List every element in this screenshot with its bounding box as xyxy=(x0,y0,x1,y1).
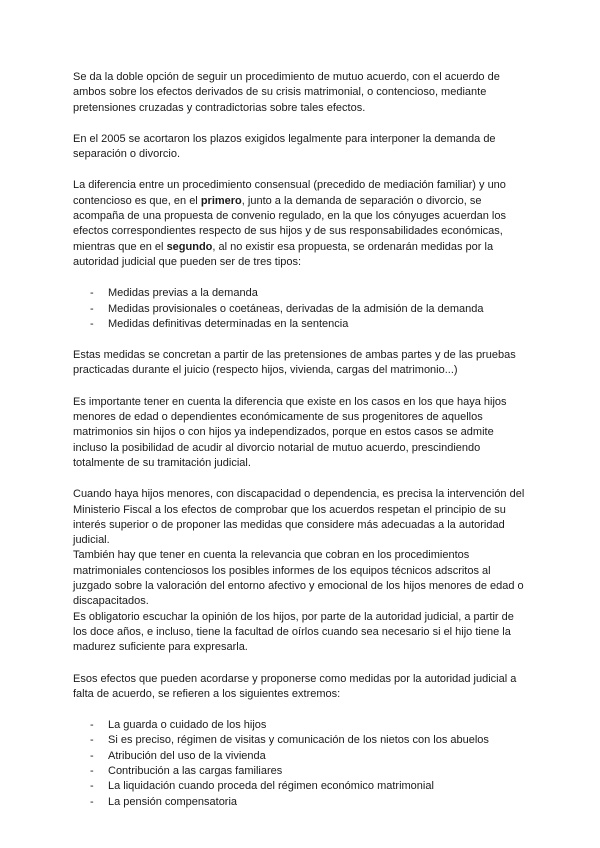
list-item xyxy=(73,764,529,779)
text-segment: La diferencia entre un procedimiento consensual (precedido de mediación familiar) y uno contencioso es que, en el xyxy=(73,179,506,207)
list-item xyxy=(73,317,529,332)
list-item-text: La pensión compensatoria xyxy=(108,795,238,808)
list-item-text: La guarda o cuidado de los hijos xyxy=(108,719,267,732)
list-marker: - xyxy=(90,719,94,732)
measures-list xyxy=(73,286,529,332)
list-marker: - xyxy=(90,734,94,747)
list-item-text: Medidas previas a la demanda xyxy=(108,287,258,300)
extremes-list xyxy=(73,718,529,810)
paragraph-technical-reports: También hay que tener en cuenta la relevancia que cobran en los procedimientos matrimoniales contenciosos los posibles informes de los equipos técnicos adscritos al juzgado sobre la valoración del entorno afectivo y emocional de los hijos menores de edad o discapacitados. xyxy=(73,549,524,608)
list-item xyxy=(73,286,529,301)
list-item-text: Medidas definitivas determinadas en la sentencia xyxy=(108,317,349,330)
paragraph-measures-basis: Estas medidas se concretan a partir de las pretensiones de ambas partes y de las pruebas practicadas durante el juicio (respecto hijos, vivienda, cargas del matrimonio...) xyxy=(73,349,516,377)
bold-term-primero: primero xyxy=(200,194,242,207)
list-marker: - xyxy=(90,317,94,330)
list-marker: - xyxy=(90,795,94,808)
paragraph-procedure-options: Se da la doble opción de seguir un procedimiento de mutuo acuerdo, con el acuerdo de ambos sobre los efectos derivados de su crisis matrimonial, o contencioso, mediante pretensiones cruzadas y contradictorias sobre tales efectos. xyxy=(73,71,500,114)
bold-term-segundo: segundo xyxy=(166,240,213,253)
list-item xyxy=(73,302,529,317)
paragraph-children-difference: Es importante tener en cuenta la diferencia que existe en los casos en los que haya hijos menores de edad o dependientes económicamente de sus progenitores de aquellos matrimonios sin hijos o con hijos ya independizados, porque en estos casos se admite incluso la posibilidad de acudir al divorcio notarial de mutuo acuerdo, prescindiendo totalmente de su tramitación judicial. xyxy=(73,395,507,469)
list-marker: - xyxy=(90,764,94,777)
list-marker: - xyxy=(90,749,94,762)
list-marker: - xyxy=(90,780,94,793)
document-body xyxy=(73,70,529,826)
list-item xyxy=(73,749,529,764)
list-item-text: Atribución del uso de la vivienda xyxy=(108,749,266,762)
paragraph-consensual-vs-contentious xyxy=(73,178,529,270)
list-item xyxy=(73,718,529,733)
paragraph-2005-reform: En el 2005 se acortaron los plazos exigidos legalmente para interponer la demanda de separación o divorcio. xyxy=(73,132,496,161)
paragraph-hearing-children: Es obligatorio escuchar la opinión de los hijos, por parte de la autoridad judicial, a partir de los doce años, e incluso, tiene la facultad de oírlos cuando sea necesario si el hijo tiene la madurez suficiente para expresarla. xyxy=(73,610,514,654)
text-segment: , junto a la demanda de separación o divorcio, se acompaña de una propuesta de convenio regulado, en la que los cónyuges acuerdan los efectos correspondientes respecto de sus hijos y de sus responsabilidades económicas, mientras que en el xyxy=(73,194,506,253)
list-item-text: Medidas provisionales o coetáneas, derivadas de la admisión de la demanda xyxy=(108,302,484,315)
paragraph-effects-intro: Esos efectos que pueden acordarse y proponerse como medidas por la autoridad judicial a falta de acuerdo, se refieren a los siguientes extremos: xyxy=(73,672,517,700)
list-item-text: Contribución a las cargas familiares xyxy=(108,764,283,777)
list-marker: - xyxy=(90,287,94,300)
list-marker: - xyxy=(90,302,94,315)
paragraph-fiscal-intervention: Cuando haya hijos menores, con discapacidad o dependencia, es precisa la intervención del Ministerio Fiscal a los efectos de comprobar que los acuerdos respetan el principio de su interés superior o de proponer las medidas que considere más adecuadas a la autoridad judicial. xyxy=(73,488,525,547)
list-item xyxy=(73,779,529,794)
text-segment: , al no existir esa propuesta, se ordenarán medidas por la autoridad judicial que pueden ser de tres tipos: xyxy=(73,240,494,268)
list-item-text: La liquidación cuando proceda del régimen económico matrimonial xyxy=(108,780,434,793)
list-item-text: Si es preciso, régimen de visitas y comunicación de los nietos con los abuelos xyxy=(108,734,489,747)
list-item xyxy=(73,733,529,748)
list-item xyxy=(73,795,529,810)
